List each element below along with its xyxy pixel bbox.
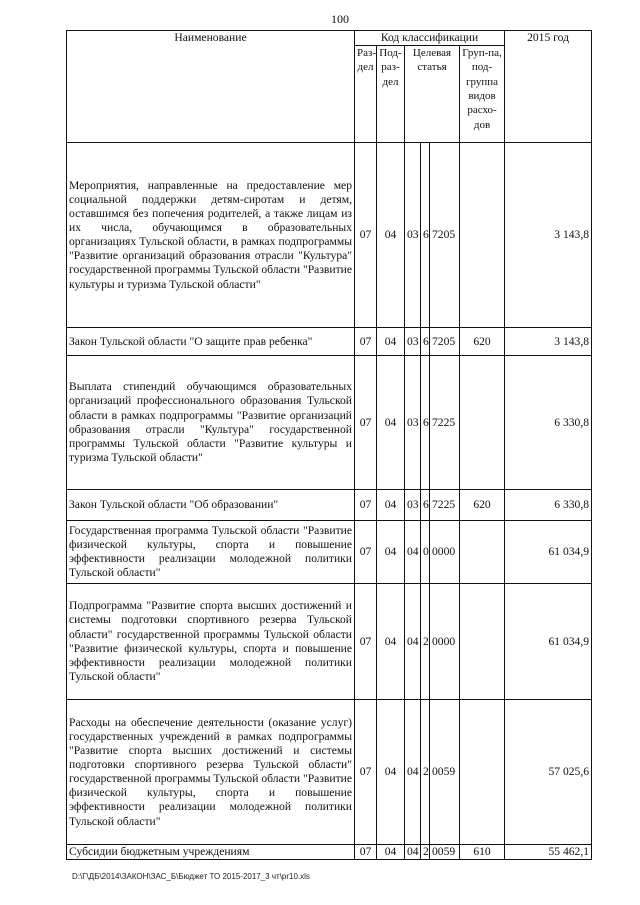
row-name: Закон Тульской области "Об образовании" xyxy=(67,490,355,521)
budget-table xyxy=(66,30,592,860)
row-target-program: 03 xyxy=(405,356,421,490)
row-target-direction: 7205 xyxy=(430,328,460,356)
file-path-footer: D:\Г\ДБ\2014\ЗАКОН\ЗАС_Б\Бюджет ТО 2015-2017_3 чт\pr10.xls xyxy=(72,872,310,881)
row-expense-group xyxy=(460,356,505,490)
row-section: 07 xyxy=(355,328,377,356)
table-row xyxy=(67,143,592,328)
row-target-direction: 7225 xyxy=(430,490,460,521)
row-target-direction: 7225 xyxy=(430,356,460,490)
row-expense-group: 620 xyxy=(460,490,505,521)
row-target-program: 03 xyxy=(405,143,421,328)
row-amount: 6 330,8 xyxy=(505,490,592,521)
header-subsection: Под-раз-дел xyxy=(377,46,405,143)
header-classification-code: Код классификации xyxy=(355,31,505,46)
row-expense-group: 620 xyxy=(460,328,505,356)
row-target-program: 04 xyxy=(405,521,421,584)
row-name: Выплата стипендий обучающимся образовательных организаций профессионального образования Тульской области в рамках подпрограммы "Развитие организаций образования отрасли "Культура" государственной программы Тульской области "Развитие культуры и туризма Тульской области" xyxy=(67,356,355,490)
header-expense-group: Груп-па, под-группа видов расхо-дов xyxy=(460,46,505,143)
row-name: Мероприятия, направленные на предоставление мер социальной поддержки детям-сиротам и детям, оставшимся без попечения родителей, а также лицам из их числа, обучающимся в образовательных организациях Тульской области, в рамках подпрограммы "Развитие организаций образования отрасли "Культура" государственной программы Тульской области "Развитие культуры и туризма Тульской области" xyxy=(67,143,355,328)
row-section: 07 xyxy=(355,356,377,490)
row-target-direction: 0000 xyxy=(430,584,460,700)
row-amount: 6 330,8 xyxy=(505,356,592,490)
row-target-direction: 0000 xyxy=(430,521,460,584)
row-name: Закон Тульской области "О защите прав ребенка" xyxy=(67,328,355,356)
row-name: Подпрограмма "Развитие спорта высших достижений и системы подготовки спортивного резерва Тульской области" государственной программы Тульской области "Развитие физической культуры, спорта и повышение эффективности реализации молодежной политики Тульской области" xyxy=(67,584,355,700)
row-subsection: 04 xyxy=(377,143,405,328)
table-row xyxy=(67,521,592,584)
row-target-subprogram: 2 xyxy=(421,584,430,700)
table-row xyxy=(67,700,592,845)
row-name: Расходы на обеспечение деятельности (оказание услуг) государственных учреждений в рамках подпрограммы "Развитие спорта высших достижений и системы подготовки спортивного резерва Тульской области" государственной программы Тульской области "Развитие физической культуры, спорта и повышение эффективности реализации молодежной политики Тульской области" xyxy=(67,700,355,845)
row-amount: 57 025,6 xyxy=(505,700,592,845)
row-amount: 3 143,8 xyxy=(505,143,592,328)
table-row xyxy=(67,490,592,521)
row-name: Государственная программа Тульской области "Развитие физической культуры, спорта и повышение эффективности реализации молодежной политики Тульской области" xyxy=(67,521,355,584)
row-expense-group xyxy=(460,584,505,700)
header-target-article: Целевая статья xyxy=(405,46,460,143)
row-target-subprogram: 6 xyxy=(421,490,430,521)
row-amount: 61 034,9 xyxy=(505,521,592,584)
table-row xyxy=(67,328,592,356)
row-subsection: 04 xyxy=(377,521,405,584)
header-name: Наименование xyxy=(67,31,355,143)
row-target-program: 04 xyxy=(405,584,421,700)
row-target-subprogram: 6 xyxy=(421,356,430,490)
row-target-program: 03 xyxy=(405,328,421,356)
row-amount: 61 034,9 xyxy=(505,584,592,700)
row-amount: 3 143,8 xyxy=(505,328,592,356)
row-subsection: 04 xyxy=(377,328,405,356)
row-expense-group xyxy=(460,700,505,845)
row-target-program: 04 xyxy=(405,845,421,860)
table-row xyxy=(67,356,592,490)
row-target-direction: 0059 xyxy=(430,700,460,845)
row-subsection: 04 xyxy=(377,490,405,521)
row-target-direction: 0059 xyxy=(430,845,460,860)
row-expense-group xyxy=(460,143,505,328)
table-row xyxy=(67,845,592,860)
row-amount: 55 462,1 xyxy=(505,845,592,860)
row-target-subprogram: 2 xyxy=(421,700,430,845)
row-expense-group xyxy=(460,521,505,584)
row-target-subprogram: 0 xyxy=(421,521,430,584)
row-target-subprogram: 2 xyxy=(421,845,430,860)
row-section: 07 xyxy=(355,521,377,584)
row-section: 07 xyxy=(355,490,377,521)
row-target-program: 03 xyxy=(405,490,421,521)
row-section: 07 xyxy=(355,584,377,700)
header-year: 2015 год xyxy=(505,31,592,143)
row-target-program: 04 xyxy=(405,700,421,845)
row-target-direction: 7205 xyxy=(430,143,460,328)
row-subsection: 04 xyxy=(377,584,405,700)
row-target-subprogram: 6 xyxy=(421,143,430,328)
row-target-subprogram: 6 xyxy=(421,328,430,356)
row-subsection: 04 xyxy=(377,356,405,490)
row-section: 07 xyxy=(355,700,377,845)
header-section: Раз-дел xyxy=(355,46,377,143)
table-row xyxy=(67,584,592,700)
row-name: Субсидии бюджетным учреждениям xyxy=(67,845,355,860)
page-number: 100 xyxy=(331,12,349,26)
row-section: 07 xyxy=(355,143,377,328)
row-subsection: 04 xyxy=(377,700,405,845)
row-subsection: 04 xyxy=(377,845,405,860)
row-section: 07 xyxy=(355,845,377,860)
row-expense-group: 610 xyxy=(460,845,505,860)
